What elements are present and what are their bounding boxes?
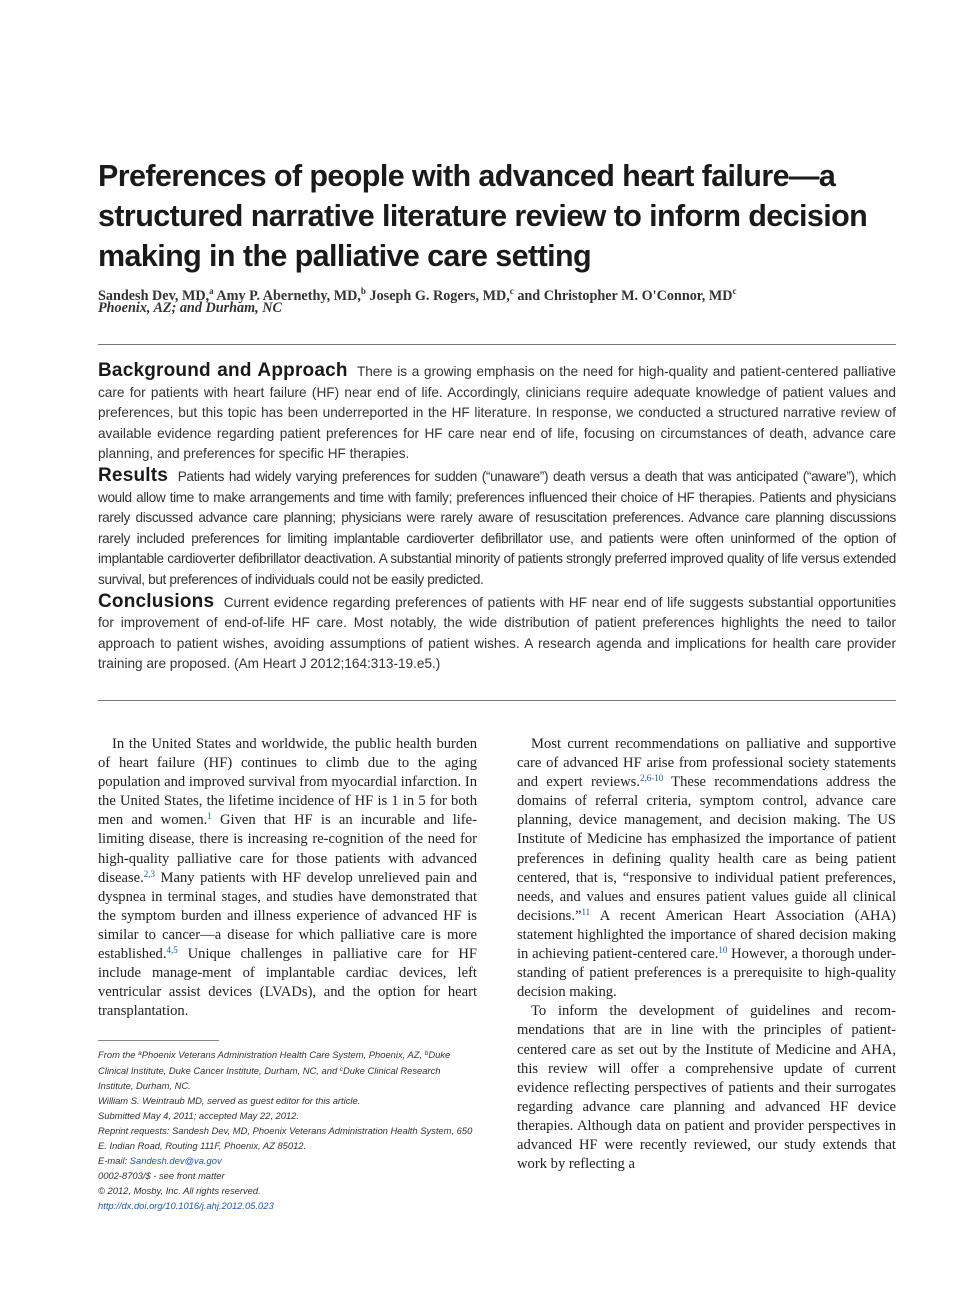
affiliation-mark: b	[360, 286, 366, 296]
citation-link[interactable]: 1	[207, 811, 212, 822]
results-text: Patients had widely varying preferences for sudden (“unaware”) death versus a death that was anticipated (“aware”), which would allow time to make arrangements and time with family; preferences influenced their choice of HF therapies. Patients and physicians rarely discussed advance care planning; physicians were rarely aware of resuscitation preferences. Advance care planning discussions rarely included preferences for limiting implantable cardioverter defibrillator use, and patients were often uninformed of the option of implantable cardioverter defibrillator deactivation. A substantial minority of patients strongly preferred improved quality of life versus extended survival, but preferences of individuals could not be easily predicted.	[98, 468, 896, 587]
footnote-text: Duke Clinical Institute, Duke Cancer Institute, Durham, NC, and	[98, 1049, 451, 1076]
affiliation-mark: c	[732, 286, 737, 296]
author-locations: Phoenix, AZ; and Durham, NC	[98, 300, 282, 316]
article-title: Preferences of people with advanced heart failure—a structured narrative literature review to inform decision making in the palliative care setting	[98, 159, 868, 273]
conclusions-heading: Conclusions	[98, 590, 215, 612]
affiliation-mark: a	[138, 1050, 142, 1057]
affiliation-mark: c	[509, 286, 514, 296]
author-name: and Christopher M. O'Connor, MD	[517, 288, 733, 304]
review-aim-paragraph: To inform the development of guidelines and recom-mendations that are in line with the principles of patient-centered care as set out by the Institute of Medicine and AHA, this review will offer a comprehensive update of current evidence reflecting perspectives of patients and their surrogates regarding advance care planning and advanced HF device therapies. Although data on patient and provider perspectives in advanced HF were recently reviewed, our study extends that work by reflecting a	[517, 1003, 896, 1173]
conclusions-text: Current evidence regarding preferences of patients with HF near end of life suggests substantial opportunities for improvement of end-of-life HF care. Most notably, the wide distribution of patient preferences highlights the need to tailor approach to patient wishes, avoiding assumptions of patient wishes. A research agenda and implications for health care provider training are proposed. (Am Heart J 2012;164:313-19.e5.)	[98, 594, 896, 672]
author-name: Joseph G. Rogers, MD,	[369, 288, 510, 304]
citation-link[interactable]: 2,6-10	[639, 773, 664, 784]
abstract-bottom-rule	[98, 700, 896, 701]
affiliation-mark: b	[424, 1050, 429, 1057]
citation-link[interactable]: 2,3	[143, 868, 156, 879]
affiliations-note	[98, 1046, 478, 1093]
submission-dates: Submitted May 4, 2011; accepted May 22, 2012.	[98, 1110, 299, 1121]
body-text: Many patients with HF develop unrelieved pain and dyspnea in terminal stages, and studies have demonstrated that the symptom burden and illness experience of advanced HF is similar to cancer—a disease for which palliative care is more established.	[98, 869, 477, 963]
issn-line: 0002-8703/$ - see front matter	[98, 1170, 225, 1181]
body-text: However, a thorough under-standing of patient preferences is a prerequisite to high-quality decision making.	[517, 946, 896, 1001]
citation-link[interactable]: 4,5	[166, 945, 178, 956]
doi-link[interactable]: http://dx.doi.org/10.1016/j.ahj.2012.05.023	[98, 1200, 274, 1211]
citation-link[interactable]: 10	[718, 945, 728, 956]
abstract-top-rule	[98, 344, 896, 345]
body-column-right	[517, 735, 896, 1174]
guest-editor-note: William S. Weintraub MD, served as guest editor for this article.	[98, 1095, 361, 1106]
recommendations-paragraph	[517, 735, 896, 1002]
citation-link[interactable]: 11	[581, 906, 591, 917]
abstract	[98, 361, 896, 676]
body-text: A recent American Heart Association (AHA) statement highlighted the importance of shared decision making in achieving patient-centered care.	[517, 907, 896, 963]
background-text: There is a growing emphasis on the need for high-quality and patient-centered palliative care for patients with heart failure (HF) near end of life. Accordingly, clinicians require adequate knowledge of patient values and preferences, but this topic has been underreported in the HF literature. In response, we conducted a structured narrative review of available evidence regarding patient preferences for HF care near end of life, focusing on circumstances of death, advance care planning, and preferences for specific HF therapies.	[98, 364, 896, 462]
background-heading: Background and Approach	[98, 360, 348, 381]
email-line	[98, 1153, 478, 1168]
email-label: E-mail:	[98, 1155, 130, 1166]
footnote-text: Duke Clinical Research Institute, Durham, NC.	[98, 1065, 441, 1091]
body-column-left	[98, 735, 477, 1021]
body-text: These recommendations address the domains of referral criteria, symptom control, advance care planning, device management, and decision making. The US Institute of Medicine has emphasized the importance of patient preferences in defining quality health care as being patient centered, that is, “responsive to individual patient preferences, needs, and values and ensures patient values guide all clinical decisions.”	[517, 774, 896, 924]
abstract-background	[98, 361, 896, 465]
results-heading: Results	[98, 464, 169, 486]
footnote-text: Phoenix Veterans Administration Health Care System, Phoenix, AZ,	[141, 1049, 425, 1060]
body-text: Most current recommendations on palliative and supportive care of advanced HF arise from professional society statements and expert reviews.	[517, 736, 896, 791]
body-text: In the United States and worldwide, the public health burden of heart failure (HF) continues to climb due to the aging population and improved survival from myocardial infarction. In the United States, the lifetime incidence of HF is 1 in 5 for both men and women.	[98, 736, 477, 829]
email-link[interactable]: Sandesh.dev@va.gov	[129, 1155, 222, 1166]
footnote-rule	[98, 1040, 219, 1041]
body-text: Unique challenges in palliative care for HF include manage-ment of implantable cardiac devices, left ventricular assist devices (LVADs), and the option for heart transplantation.	[98, 946, 477, 1020]
affiliation-mark: a	[209, 286, 214, 296]
author-name: Sandesh Dev, MD,	[98, 288, 210, 304]
footnotes	[98, 1046, 478, 1213]
abstract-conclusions	[98, 592, 896, 675]
affiliation-mark: c	[339, 1066, 344, 1073]
abstract-results	[98, 466, 896, 591]
copyright-line: © 2012, Mosby, Inc. All rights reserved.	[98, 1185, 261, 1196]
body-text: Given that HF is an incurable and life-limiting disease, there is increasing re-cognition of the need for high-quality palliative care for those patients with advanced disease.	[98, 812, 478, 886]
intro-paragraph	[98, 735, 477, 1021]
reprint-requests: Reprint requests: Sandesh Dev, MD, Phoenix Veterans Administration Health System, 650 E. Indian Road, Routing 111F, Phoenix, AZ 85012.	[98, 1125, 473, 1151]
author-name: Amy P. Abernethy, MD,	[216, 288, 361, 304]
footnote-text: From the	[98, 1049, 139, 1060]
